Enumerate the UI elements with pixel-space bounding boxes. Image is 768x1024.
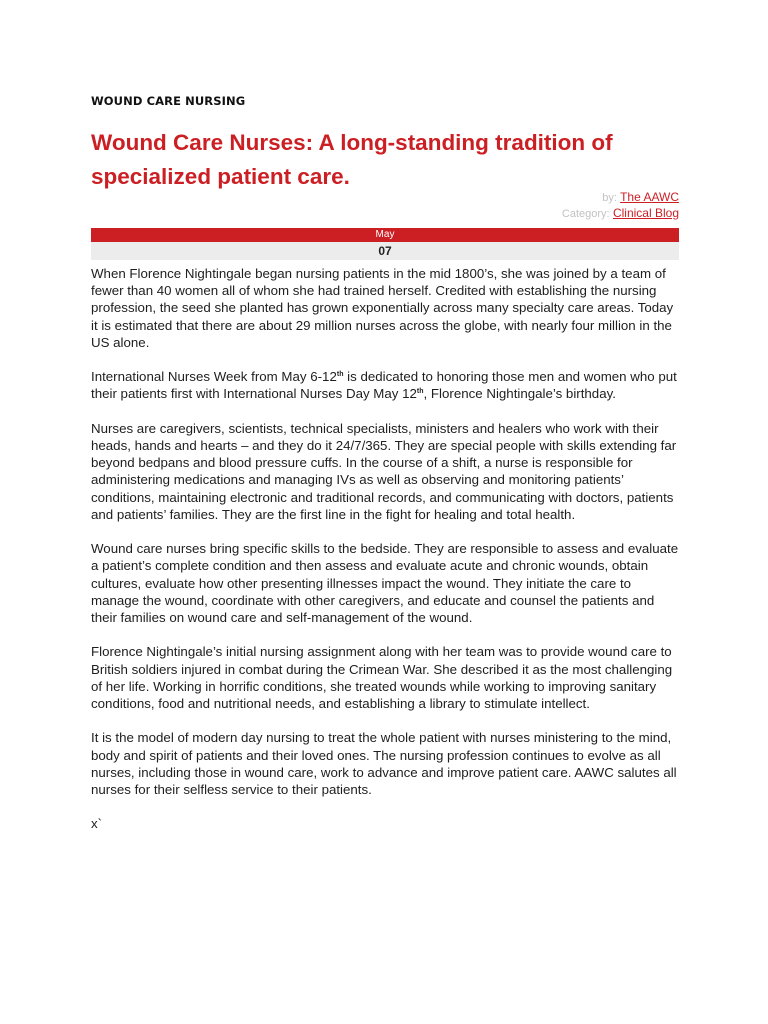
article-body <box>91 265 681 850</box>
date-month: May <box>91 228 679 242</box>
category-line <box>562 206 679 222</box>
article-title: Wound Care Nurses: A long-standing tradition of specialized patient care. <box>91 130 613 189</box>
date-day: 07 <box>91 242 679 260</box>
paragraph-4: Wound care nurses bring specific skills to the bedside. They are responsible to assess and evaluate a patient’s complete condition and then assess and evaluate acute and chronic wounds, obtain cultures, evaluate how other presenting illnesses impact the wound. They initiate the care to manage the wound, coordinate with other caregivers, and educate and counsel the patients and their families on wound care and self-management of the wound. <box>91 541 679 626</box>
paragraph-1: When Florence Nightingale began nursing patients in the mid 1800’s, she was joined by a team of fewer than 40 women all of whom she had trained herself. Credited with establishing the nursing profession, the seed she planted has grown exponentially across many specialty care areas. Today it is estimated that there are about 29 million nurses across the globe, with nearly four million in the US alone. <box>91 266 674 350</box>
paragraph-2 <box>91 368 681 402</box>
paragraph-2-part-a: International Nurses Week from May 6-12 <box>91 369 337 385</box>
author-line <box>602 190 679 206</box>
paragraph-5: Florence Nightingale’s initial nursing assignment along with her team was to provide wound care to British soldiers injured in combat during the Crimean War. She described it as the most challenging of her life. Working in horrific conditions, she treated wounds while working to improving sanitary conditions, food and nutritional needs, and establishing a library to stimulate intellect. <box>91 644 673 712</box>
paragraph-2-part-b: is dedicated to honoring those men and women who put their patients first with International Nurses Day May 12 <box>91 369 677 402</box>
author-label: by: <box>602 192 617 204</box>
section-label: WOUND CARE NURSING <box>91 94 246 108</box>
paragraph-3: Nurses are caregivers, scientists, technical specialists, ministers and healers who work with their heads, hands and hearts – and they do it 24/7/365. They are special people with skills extending far beyond bedpans and blood pressure cuffs. In the course of a shift, a nurse is responsible for administering medications and managing IVs as well as observing and monitoring patients’ conditions, maintaining electronic and traditional records, and communicating with doctors, patients and patients’ families. They are the first line in the fight for healing and total health. <box>91 420 677 522</box>
author-link[interactable]: The AAWC <box>620 190 679 204</box>
category-label: Category: <box>561 208 610 220</box>
ordinal-suffix: th <box>416 388 424 396</box>
category-link[interactable]: Clinical Blog <box>612 206 679 220</box>
ordinal-suffix: th <box>336 371 344 379</box>
paragraph-6: It is the model of modern day nursing to treat the whole patient with nurses ministering to the mind, body and spirit of patients and their loved ones. The nursing profession continues to evolve as all nurses, including those in wound care, work to advance and improve patient care. AAWC salutes all nurses for their selfless service to their patients. <box>91 730 677 798</box>
paragraph-2-part-c: , Florence Nightingale’s birthday. <box>423 386 616 402</box>
trailing-text: x` <box>91 816 103 832</box>
